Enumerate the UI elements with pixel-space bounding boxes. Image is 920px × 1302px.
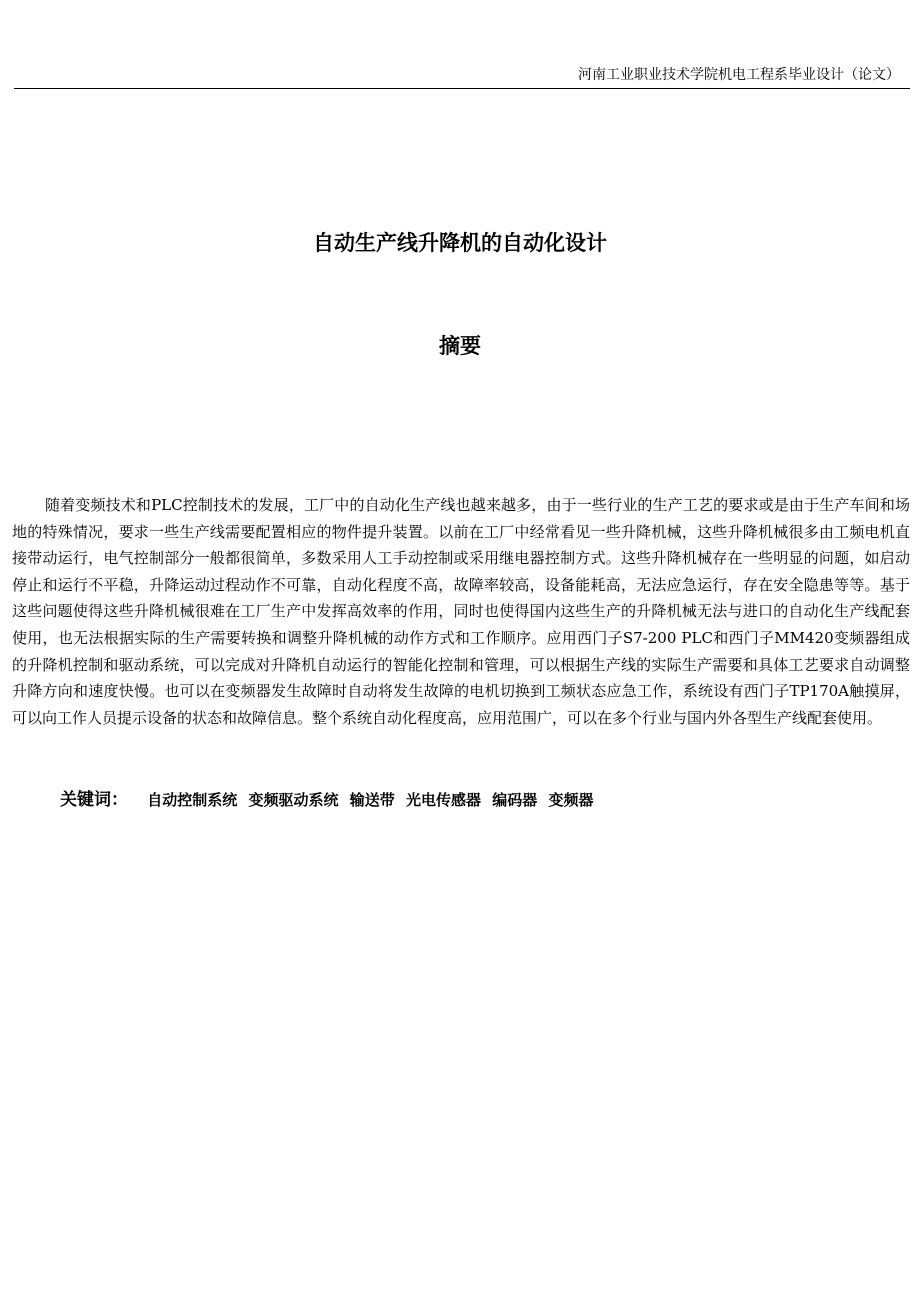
keywords-label: 关键词： [60, 790, 128, 810]
keyword-item: 光电传感器 [405, 791, 481, 809]
keyword-item: 自动控制系统 [147, 791, 238, 809]
keyword-item: 变频器 [548, 791, 594, 809]
keyword-item: 编码器 [492, 791, 538, 809]
page-header [14, 64, 910, 89]
header-text: 河南工业职业技术学院机电工程系毕业设计（论文） [578, 67, 900, 83]
keyword-item: 变频驱动系统 [248, 791, 339, 809]
abstract-body: 随着变频技术和PLC控制技术的发展，工厂中的自动化生产线也越来越多，由于一些行业的生产工艺的要求或是由于生产车间和场地的特殊情况，要求一些生产线需要配置相应的物件提升装置。以前在工厂中经常看见一些升降机械，这些升降机械很多由工频电机直接带动运行，电气控制部分一般都很简单，多数采用人工手动控制或采用继电器控制方式。这些升降机械存在一些明显的问题，如启动停止和运行不平稳，升降运动过程动作不可靠，自动化程度不高，故障率较高，设备能耗高，无法应急运行，存在安全隐患等等。基于这些问题使得这些升降机械很难在工厂生产中发挥高效率的作用，同时也使得国内这些生产的升降机械无法与进口的自动化生产线配套使用，也无法根据实际的生产需要转换和调整升降机械的动作方式和工作顺序。应用西门子S7-200 PLC和西门子MM420变频器组成的升降机控制和驱动系统，可以完成对升降机自动运行的智能化控制和管理，可以根据生产线的实际生产需要和具体工艺要求自动调整升降方向和速度快慢。也可以在变频器发生故障时自动将发生故障的电机切换到工频状态应急工作，系统设有西门子TP170A触摸屏，可以向工作人员提示设备的状态和故障信息。整个系统自动化程度高，应用范围广，可以在多个行业与国内外各型生产线配套使用。 [12, 496, 910, 727]
keywords-line [60, 788, 900, 812]
keyword-item: 输送带 [349, 791, 395, 809]
document-title: 自动生产线升降机的自动化设计 [313, 231, 607, 255]
abstract-heading: 摘要 [439, 334, 481, 358]
